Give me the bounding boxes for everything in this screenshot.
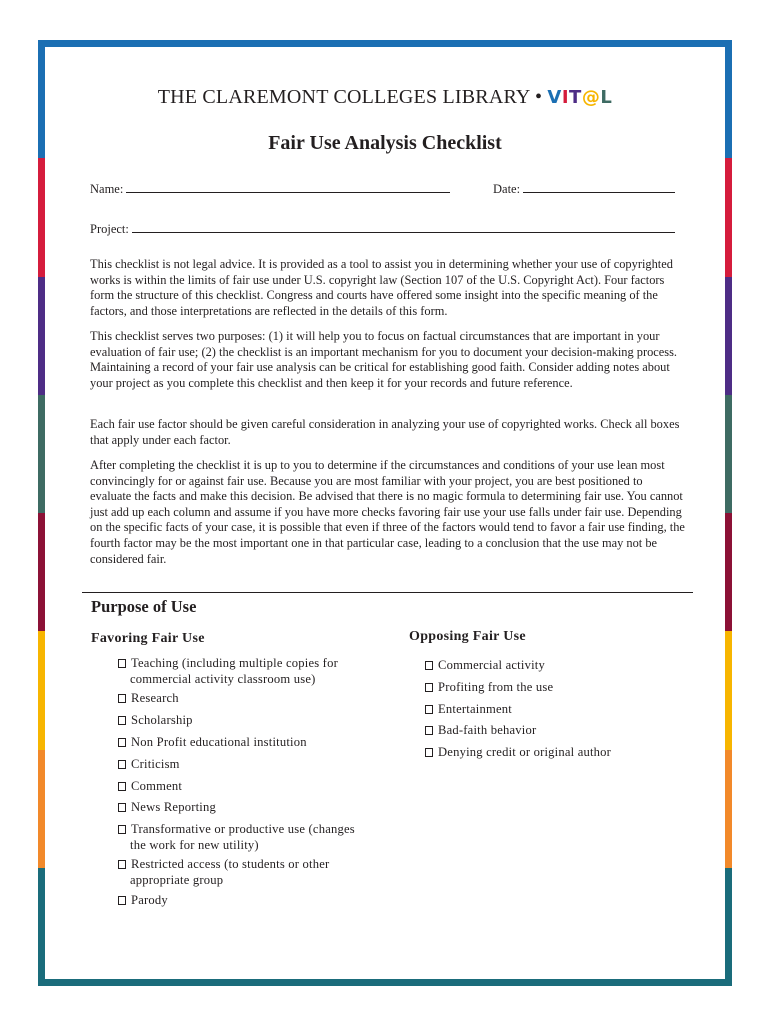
intro-paragraph: This checklist is not legal advice. It is provided as a tool to assist you in determining whether your use of copyrighted works is within the limits of fair use under U.S. copyright law (Section 107 of the U.S. Copyright Act). Four factors form the structure of this checklist. Congress and courts have offered some insight into the specific meaning of the factors, and those interpretations are reflected in the details of this form. xyxy=(90,257,673,318)
project-field[interactable]: Project: xyxy=(90,220,675,237)
favoring-item xyxy=(118,822,355,853)
section-divider xyxy=(82,592,693,593)
opposing-item xyxy=(425,745,611,761)
frame-top xyxy=(38,40,732,47)
item-label: Scholarship xyxy=(131,713,193,727)
checkbox[interactable] xyxy=(425,661,433,670)
item-label: Parody xyxy=(131,893,168,907)
decision-paragraph: After completing the checklist it is up to you to determine if the circumstances and conditions of your use lean most convincingly for or against fair use. Because you are most familiar with your project, you are best positioned to evaluate the facts and make this decision. Be advised that there is no magic formula to determining fair use. You cannot just add up each column and assume if you have more checks favoring fair use your use falls under fair use. Depending on the specific facts of your case, it is possible that even if three of the factors would tend to favor a fair use finding, the fourth factor may be the most important one in that particular case, leading to a conclusion that the use may not be considered fair. xyxy=(90,458,685,566)
item-label: Teaching (including multiple copies for xyxy=(131,656,338,670)
checkbox[interactable] xyxy=(425,748,433,757)
checkbox[interactable] xyxy=(118,738,126,747)
favoring-item xyxy=(118,735,307,751)
checkbox[interactable] xyxy=(118,860,126,869)
item-label: Entertainment xyxy=(438,702,512,716)
purpose-paragraph: This checklist serves two purposes: (1) it will help you to focus on factual circumstances that are important in your evaluation of fair use; (2) the checklist is an important mechanism for you to document your decision-making process. Maintaining a record of your fair use analysis can be critical for establishing good faith. Consider adding notes about your project as you complete this checklist and then keep it for your records and future reference. xyxy=(90,329,678,390)
frame-left xyxy=(38,40,45,986)
date-field[interactable]: Date: xyxy=(493,180,675,197)
item-label-continued: the work for new utility) xyxy=(130,837,259,852)
item-label: Denying credit or original author xyxy=(438,745,612,759)
favoring-item xyxy=(118,713,193,729)
checkbox[interactable] xyxy=(425,726,433,735)
item-label: Profiting from the use xyxy=(438,680,554,694)
checkbox[interactable] xyxy=(118,896,126,905)
favoring-item xyxy=(118,893,168,909)
opposing-heading: Opposing Fair Use xyxy=(409,629,526,644)
favoring-item xyxy=(118,691,179,707)
checkbox[interactable] xyxy=(118,694,126,703)
item-label: Comment xyxy=(131,779,183,793)
frame-bottom xyxy=(38,979,732,986)
instructions-paragraph: Each fair use factor should be given careful consideration in analyzing your use of copyrighted works. Check all boxes that apply under each factor. xyxy=(90,417,680,447)
checkbox[interactable] xyxy=(425,705,433,714)
favoring-item xyxy=(118,857,329,888)
item-label: News Reporting xyxy=(131,800,216,814)
item-label-continued: commercial activity classroom use) xyxy=(130,671,316,686)
favoring-heading: Favoring Fair Use xyxy=(91,631,205,646)
opposing-item xyxy=(425,680,553,696)
checkbox[interactable] xyxy=(118,803,126,812)
checkbox[interactable] xyxy=(118,782,126,791)
vital-logo: VIT@L xyxy=(547,87,613,108)
item-label: Restricted access (to students or other xyxy=(131,857,330,871)
opposing-item xyxy=(425,658,545,674)
item-label: Research xyxy=(131,691,179,705)
item-label: Commercial activity xyxy=(438,658,545,672)
item-label-continued: appropriate group xyxy=(130,872,224,887)
frame-right xyxy=(725,40,732,986)
item-label: Transformative or productive use (changes xyxy=(131,822,355,836)
favoring-item xyxy=(118,757,180,773)
checkbox[interactable] xyxy=(425,683,433,692)
opposing-item xyxy=(425,723,536,739)
item-label: Non Profit educational institution xyxy=(131,735,307,749)
checkbox[interactable] xyxy=(118,760,126,769)
checkbox[interactable] xyxy=(118,825,126,834)
favoring-item xyxy=(118,800,216,816)
favoring-item xyxy=(118,779,182,795)
favoring-item xyxy=(118,656,338,687)
item-label: Bad-faith behavior xyxy=(438,723,537,737)
library-header xyxy=(0,86,770,109)
section-title: Purpose of Use xyxy=(91,597,197,616)
checkbox[interactable] xyxy=(118,659,126,668)
checkbox[interactable] xyxy=(118,716,126,725)
opposing-item xyxy=(425,702,512,718)
name-field[interactable]: Name: xyxy=(90,180,450,197)
item-label: Criticism xyxy=(131,757,180,771)
page-title: Fair Use Analysis Checklist xyxy=(268,132,502,154)
library-name: THE CLAREMONT COLLEGES LIBRARY • xyxy=(157,86,543,108)
